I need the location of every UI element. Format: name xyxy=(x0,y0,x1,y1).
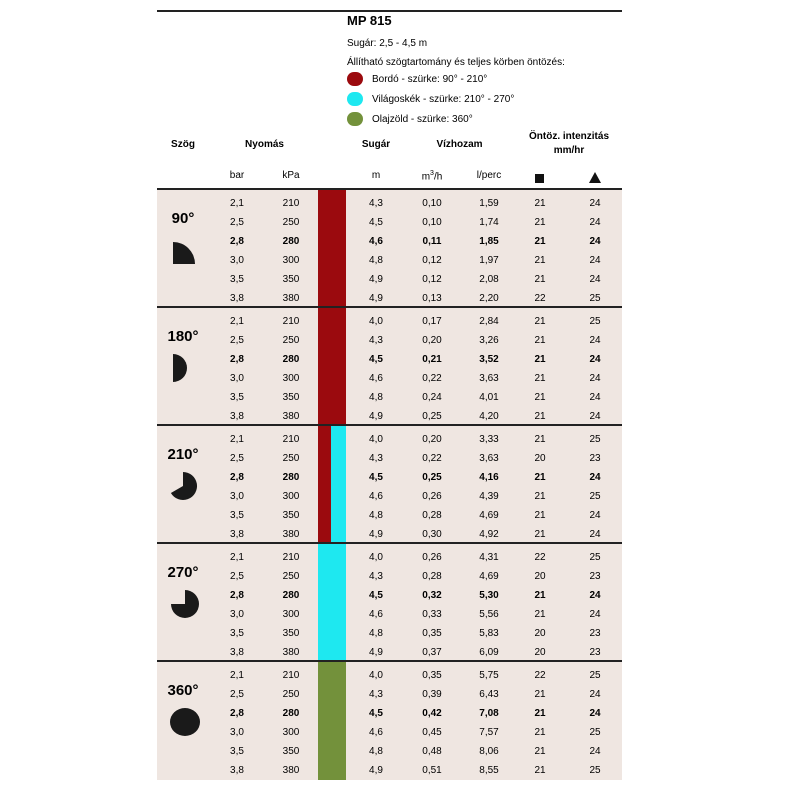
cell-tri: 24 xyxy=(589,392,601,403)
cell-lpm: 5,83 xyxy=(479,628,499,639)
table-row xyxy=(157,313,622,332)
cell-kpa: 350 xyxy=(282,510,300,521)
cell-bar: 3,8 xyxy=(230,529,244,540)
cell-tri: 25 xyxy=(589,293,601,304)
cell-bar: 3,0 xyxy=(230,727,244,738)
cell-m3h: 0,39 xyxy=(422,689,442,700)
cell-sq: 22 xyxy=(534,670,546,681)
table-row xyxy=(157,271,622,290)
cell-kpa: 280 xyxy=(282,590,300,601)
cell-lpm: 6,09 xyxy=(479,647,499,658)
cell-bar: 3,5 xyxy=(230,274,244,285)
cell-kpa: 380 xyxy=(282,529,300,540)
cell-radius: 4,9 xyxy=(369,274,383,285)
radius-range: Sugár: 2,5 - 4,5 m xyxy=(347,38,428,49)
cell-kpa: 300 xyxy=(282,609,300,620)
cell-lpm: 1,85 xyxy=(479,236,499,247)
table-row xyxy=(157,667,622,686)
cell-radius: 4,3 xyxy=(369,335,383,346)
cell-tri: 24 xyxy=(589,255,601,266)
cell-tri: 24 xyxy=(589,198,601,209)
cell-sq: 21 xyxy=(534,354,546,365)
header-radius: Sugár xyxy=(361,139,391,150)
cell-radius: 4,9 xyxy=(369,647,383,658)
cell-tri: 25 xyxy=(589,316,601,327)
cell-radius: 4,3 xyxy=(369,571,383,582)
cell-kpa: 280 xyxy=(282,708,300,719)
cell-bar: 2,1 xyxy=(230,316,244,327)
cell-sq: 21 xyxy=(534,198,546,209)
cell-tri: 24 xyxy=(589,746,601,757)
cell-tri: 24 xyxy=(589,217,601,228)
cell-kpa: 210 xyxy=(282,670,300,681)
cell-radius: 4,5 xyxy=(369,590,383,601)
cell-m3h: 0,26 xyxy=(422,491,442,502)
cell-m3h: 0,51 xyxy=(422,765,442,776)
cell-lpm: 7,57 xyxy=(479,727,499,738)
cell-kpa: 250 xyxy=(282,335,300,346)
cell-kpa: 380 xyxy=(282,411,300,422)
cell-lpm: 5,75 xyxy=(479,670,499,681)
cell-bar: 2,5 xyxy=(230,571,244,582)
cell-radius: 4,3 xyxy=(369,689,383,700)
cell-kpa: 380 xyxy=(282,647,300,658)
cell-m3h: 0,13 xyxy=(422,293,442,304)
cell-radius: 4,6 xyxy=(369,373,383,384)
header-angle: Szög xyxy=(171,139,195,150)
cell-lpm: 4,01 xyxy=(479,392,499,403)
cell-lpm: 6,43 xyxy=(479,689,499,700)
cell-bar: 3,8 xyxy=(230,647,244,658)
table-row xyxy=(157,389,622,408)
table-row xyxy=(157,549,622,568)
legend-label: Olajzöld - szürke: 360° xyxy=(372,114,473,125)
table-row xyxy=(157,233,622,252)
cell-kpa: 250 xyxy=(282,571,300,582)
table-row xyxy=(157,488,622,507)
cell-bar: 3,5 xyxy=(230,628,244,639)
cell-bar: 2,1 xyxy=(230,198,244,209)
cell-radius: 4,5 xyxy=(369,217,383,228)
cell-radius: 4,0 xyxy=(369,552,383,563)
table-row xyxy=(157,195,622,214)
cell-kpa: 300 xyxy=(282,727,300,738)
cell-bar: 2,8 xyxy=(230,236,244,247)
cell-bar: 3,0 xyxy=(230,373,244,384)
cell-tri: 23 xyxy=(589,453,601,464)
cell-tri: 24 xyxy=(589,411,601,422)
cell-bar: 3,5 xyxy=(230,392,244,403)
cell-m3h: 0,28 xyxy=(422,510,442,521)
cell-radius: 4,3 xyxy=(369,453,383,464)
cell-tri: 24 xyxy=(589,373,601,384)
cell-bar: 3,8 xyxy=(230,293,244,304)
cell-kpa: 300 xyxy=(282,373,300,384)
cell-tri: 24 xyxy=(589,529,601,540)
cell-bar: 2,5 xyxy=(230,689,244,700)
cell-radius: 4,9 xyxy=(369,765,383,776)
cell-kpa: 280 xyxy=(282,236,300,247)
cell-kpa: 350 xyxy=(282,392,300,403)
cell-tri: 24 xyxy=(589,510,601,521)
cell-lpm: 8,55 xyxy=(479,765,499,776)
cell-tri: 24 xyxy=(589,590,601,601)
cell-radius: 4,5 xyxy=(369,708,383,719)
cell-tri: 25 xyxy=(589,765,601,776)
cell-radius: 4,6 xyxy=(369,609,383,620)
cell-bar: 2,1 xyxy=(230,670,244,681)
cell-sq: 21 xyxy=(534,217,546,228)
square-icon xyxy=(535,174,544,183)
cell-bar: 3,0 xyxy=(230,491,244,502)
cell-radius: 4,8 xyxy=(369,510,383,521)
cell-lpm: 4,31 xyxy=(479,552,499,563)
cell-bar: 2,5 xyxy=(230,453,244,464)
table-row xyxy=(157,625,622,644)
cell-m3h: 0,21 xyxy=(422,354,442,365)
cell-m3h: 0,12 xyxy=(422,274,442,285)
cell-kpa: 300 xyxy=(282,491,300,502)
cell-lpm: 5,30 xyxy=(479,590,499,601)
cell-lpm: 3,63 xyxy=(479,373,499,384)
cell-m3h: 0,48 xyxy=(422,746,442,757)
cell-tri: 24 xyxy=(589,354,601,365)
cell-tri: 25 xyxy=(589,434,601,445)
cell-bar: 3,0 xyxy=(230,609,244,620)
table-row xyxy=(157,370,622,389)
cell-sq: 21 xyxy=(534,335,546,346)
spec-sheet xyxy=(157,0,622,800)
cell-sq: 22 xyxy=(534,293,546,304)
table-row xyxy=(157,705,622,724)
cell-sq: 22 xyxy=(534,552,546,563)
legend-swatch xyxy=(347,112,363,126)
cell-sq: 21 xyxy=(534,316,546,327)
cell-lpm: 3,52 xyxy=(479,354,499,365)
cell-sq: 21 xyxy=(534,529,546,540)
angle-label: 90° xyxy=(171,210,195,227)
legend-label: Világoskék - szürke: 210° - 270° xyxy=(372,94,515,105)
angle-label: 180° xyxy=(167,328,199,345)
cell-m3h: 0,17 xyxy=(422,316,442,327)
cell-lpm: 2,08 xyxy=(479,274,499,285)
cell-kpa: 300 xyxy=(282,255,300,266)
cell-m3h: 0,28 xyxy=(422,571,442,582)
cell-sq: 20 xyxy=(534,647,546,658)
cell-tri: 24 xyxy=(589,236,601,247)
table-row xyxy=(157,507,622,526)
cell-kpa: 350 xyxy=(282,746,300,757)
cell-m3h: 0,33 xyxy=(422,609,442,620)
cell-sq: 21 xyxy=(534,590,546,601)
legend-swatch xyxy=(347,72,363,86)
cell-sq: 20 xyxy=(534,453,546,464)
cell-sq: 21 xyxy=(534,765,546,776)
cell-bar: 2,8 xyxy=(230,590,244,601)
cell-radius: 4,5 xyxy=(369,354,383,365)
cell-sq: 21 xyxy=(534,609,546,620)
cell-tri: 25 xyxy=(589,727,601,738)
legend-label: Bordó - szürke: 90° - 210° xyxy=(372,74,488,85)
cell-m3h: 0,42 xyxy=(422,708,442,719)
cell-bar: 3,5 xyxy=(230,510,244,521)
cell-radius: 4,6 xyxy=(369,727,383,738)
table-row xyxy=(157,332,622,351)
cell-sq: 20 xyxy=(534,571,546,582)
cell-lpm: 1,74 xyxy=(479,217,499,228)
cell-kpa: 350 xyxy=(282,628,300,639)
table-row xyxy=(157,431,622,450)
product-title: MP 815 xyxy=(347,13,392,28)
cell-sq: 21 xyxy=(534,491,546,502)
cell-sq: 21 xyxy=(534,373,546,384)
angle-group xyxy=(157,542,622,662)
cell-m3h: 0,20 xyxy=(422,434,442,445)
triangle-icon xyxy=(589,172,601,183)
cell-lpm: 4,69 xyxy=(479,571,499,582)
cell-tri: 24 xyxy=(589,472,601,483)
cell-radius: 4,0 xyxy=(369,434,383,445)
cell-kpa: 210 xyxy=(282,198,300,209)
cell-tri: 25 xyxy=(589,552,601,563)
cell-lpm: 4,39 xyxy=(479,491,499,502)
unit-lpm: l/perc xyxy=(476,170,502,181)
table-row xyxy=(157,587,622,606)
cell-tri: 23 xyxy=(589,571,601,582)
cell-kpa: 380 xyxy=(282,293,300,304)
unit-bar: bar xyxy=(229,170,245,181)
cell-radius: 4,8 xyxy=(369,255,383,266)
cell-m3h: 0,10 xyxy=(422,198,442,209)
cell-sq: 21 xyxy=(534,746,546,757)
cell-kpa: 210 xyxy=(282,552,300,563)
cell-radius: 4,6 xyxy=(369,491,383,502)
cell-sq: 21 xyxy=(534,392,546,403)
cell-radius: 4,8 xyxy=(369,392,383,403)
table-row xyxy=(157,214,622,233)
cell-kpa: 210 xyxy=(282,434,300,445)
table-row xyxy=(157,351,622,370)
cell-sq: 21 xyxy=(534,472,546,483)
cell-tri: 23 xyxy=(589,647,601,658)
cell-lpm: 4,20 xyxy=(479,411,499,422)
cell-lpm: 2,84 xyxy=(479,316,499,327)
header-flow: Vízhozam xyxy=(436,139,483,150)
angle-group xyxy=(157,306,622,426)
cell-sq: 21 xyxy=(534,708,546,719)
cell-lpm: 2,20 xyxy=(479,293,499,304)
angle-label: 360° xyxy=(167,682,199,699)
cell-lpm: 8,06 xyxy=(479,746,499,757)
cell-bar: 2,8 xyxy=(230,472,244,483)
cell-lpm: 3,26 xyxy=(479,335,499,346)
cell-bar: 3,5 xyxy=(230,746,244,757)
cell-bar: 2,1 xyxy=(230,434,244,445)
cell-lpm: 4,69 xyxy=(479,510,499,521)
angle-group xyxy=(157,660,622,780)
top-rule xyxy=(157,10,622,12)
cell-radius: 4,8 xyxy=(369,746,383,757)
table-row xyxy=(157,469,622,488)
cell-tri: 24 xyxy=(589,274,601,285)
cell-radius: 4,0 xyxy=(369,316,383,327)
cell-radius: 4,5 xyxy=(369,472,383,483)
angle-group xyxy=(157,188,622,308)
legend-swatch xyxy=(347,92,363,106)
cell-m3h: 0,25 xyxy=(422,472,442,483)
cell-kpa: 280 xyxy=(282,354,300,365)
cell-m3h: 0,20 xyxy=(422,335,442,346)
cell-kpa: 250 xyxy=(282,689,300,700)
cell-m3h: 0,22 xyxy=(422,453,442,464)
cell-m3h: 0,26 xyxy=(422,552,442,563)
cell-bar: 3,8 xyxy=(230,411,244,422)
cell-sq: 21 xyxy=(534,236,546,247)
cell-m3h: 0,25 xyxy=(422,411,442,422)
cell-tri: 24 xyxy=(589,689,601,700)
cell-m3h: 0,10 xyxy=(422,217,442,228)
cell-tri: 25 xyxy=(589,491,601,502)
adjustable-arc-note: Állítható szögtartomány és teljes körben öntözés: xyxy=(347,57,565,68)
table-row xyxy=(157,568,622,587)
cell-radius: 4,8 xyxy=(369,628,383,639)
unit-radius: m xyxy=(371,170,381,181)
cell-lpm: 4,16 xyxy=(479,472,499,483)
cell-radius: 4,9 xyxy=(369,529,383,540)
cell-m3h: 0,24 xyxy=(422,392,442,403)
cell-m3h: 0,22 xyxy=(422,373,442,384)
cell-sq: 20 xyxy=(534,628,546,639)
cell-sq: 21 xyxy=(534,689,546,700)
cell-bar: 2,1 xyxy=(230,552,244,563)
cell-tri: 25 xyxy=(589,670,601,681)
table-row xyxy=(157,724,622,743)
cell-sq: 21 xyxy=(534,434,546,445)
cell-kpa: 350 xyxy=(282,274,300,285)
cell-m3h: 0,35 xyxy=(422,628,442,639)
cell-bar: 3,0 xyxy=(230,255,244,266)
cell-m3h: 0,32 xyxy=(422,590,442,601)
unit-m3h: $m^3/h$ xyxy=(421,170,443,183)
cell-radius: 4,9 xyxy=(369,293,383,304)
cell-lpm: 3,63 xyxy=(479,453,499,464)
table-row xyxy=(157,450,622,469)
table-row xyxy=(157,743,622,762)
cell-tri: 23 xyxy=(589,628,601,639)
cell-m3h: 0,45 xyxy=(422,727,442,738)
cell-m3h: 0,37 xyxy=(422,647,442,658)
cell-bar: 2,8 xyxy=(230,708,244,719)
table-row xyxy=(157,686,622,705)
cell-kpa: 380 xyxy=(282,765,300,776)
cell-radius: 4,0 xyxy=(369,670,383,681)
cell-radius: 4,9 xyxy=(369,411,383,422)
header-pressure: Nyomás xyxy=(245,139,284,150)
cell-sq: 21 xyxy=(534,411,546,422)
cell-sq: 21 xyxy=(534,274,546,285)
table-row xyxy=(157,606,622,625)
cell-sq: 21 xyxy=(534,255,546,266)
cell-lpm: 5,56 xyxy=(479,609,499,620)
angle-label: 270° xyxy=(167,564,199,581)
cell-m3h: 0,11 xyxy=(422,236,442,247)
cell-tri: 24 xyxy=(589,609,601,620)
cell-lpm: 3,33 xyxy=(479,434,499,445)
cell-bar: 2,5 xyxy=(230,335,244,346)
cell-m3h: 0,30 xyxy=(422,529,442,540)
cell-lpm: 7,08 xyxy=(479,708,499,719)
cell-lpm: 1,97 xyxy=(479,255,499,266)
cell-sq: 21 xyxy=(534,727,546,738)
cell-radius: 4,6 xyxy=(369,236,383,247)
cell-sq: 21 xyxy=(534,510,546,521)
cell-kpa: 250 xyxy=(282,217,300,228)
cell-radius: 4,3 xyxy=(369,198,383,209)
table-row xyxy=(157,762,622,781)
cell-bar: 2,5 xyxy=(230,217,244,228)
table-row xyxy=(157,252,622,271)
cell-kpa: 210 xyxy=(282,316,300,327)
cell-lpm: 1,59 xyxy=(479,198,499,209)
unit-kpa: kPa xyxy=(282,170,300,181)
cell-lpm: 4,92 xyxy=(479,529,499,540)
cell-bar: 3,8 xyxy=(230,765,244,776)
cell-tri: 24 xyxy=(589,335,601,346)
cell-m3h: 0,35 xyxy=(422,670,442,681)
cell-kpa: 250 xyxy=(282,453,300,464)
angle-label: 210° xyxy=(167,446,199,463)
cell-m3h: 0,12 xyxy=(422,255,442,266)
cell-kpa: 280 xyxy=(282,472,300,483)
cell-bar: 2,8 xyxy=(230,354,244,365)
cell-tri: 24 xyxy=(589,708,601,719)
header-intensity: Öntöz. intenzitás mm/hr xyxy=(529,131,609,156)
angle-group xyxy=(157,424,622,544)
